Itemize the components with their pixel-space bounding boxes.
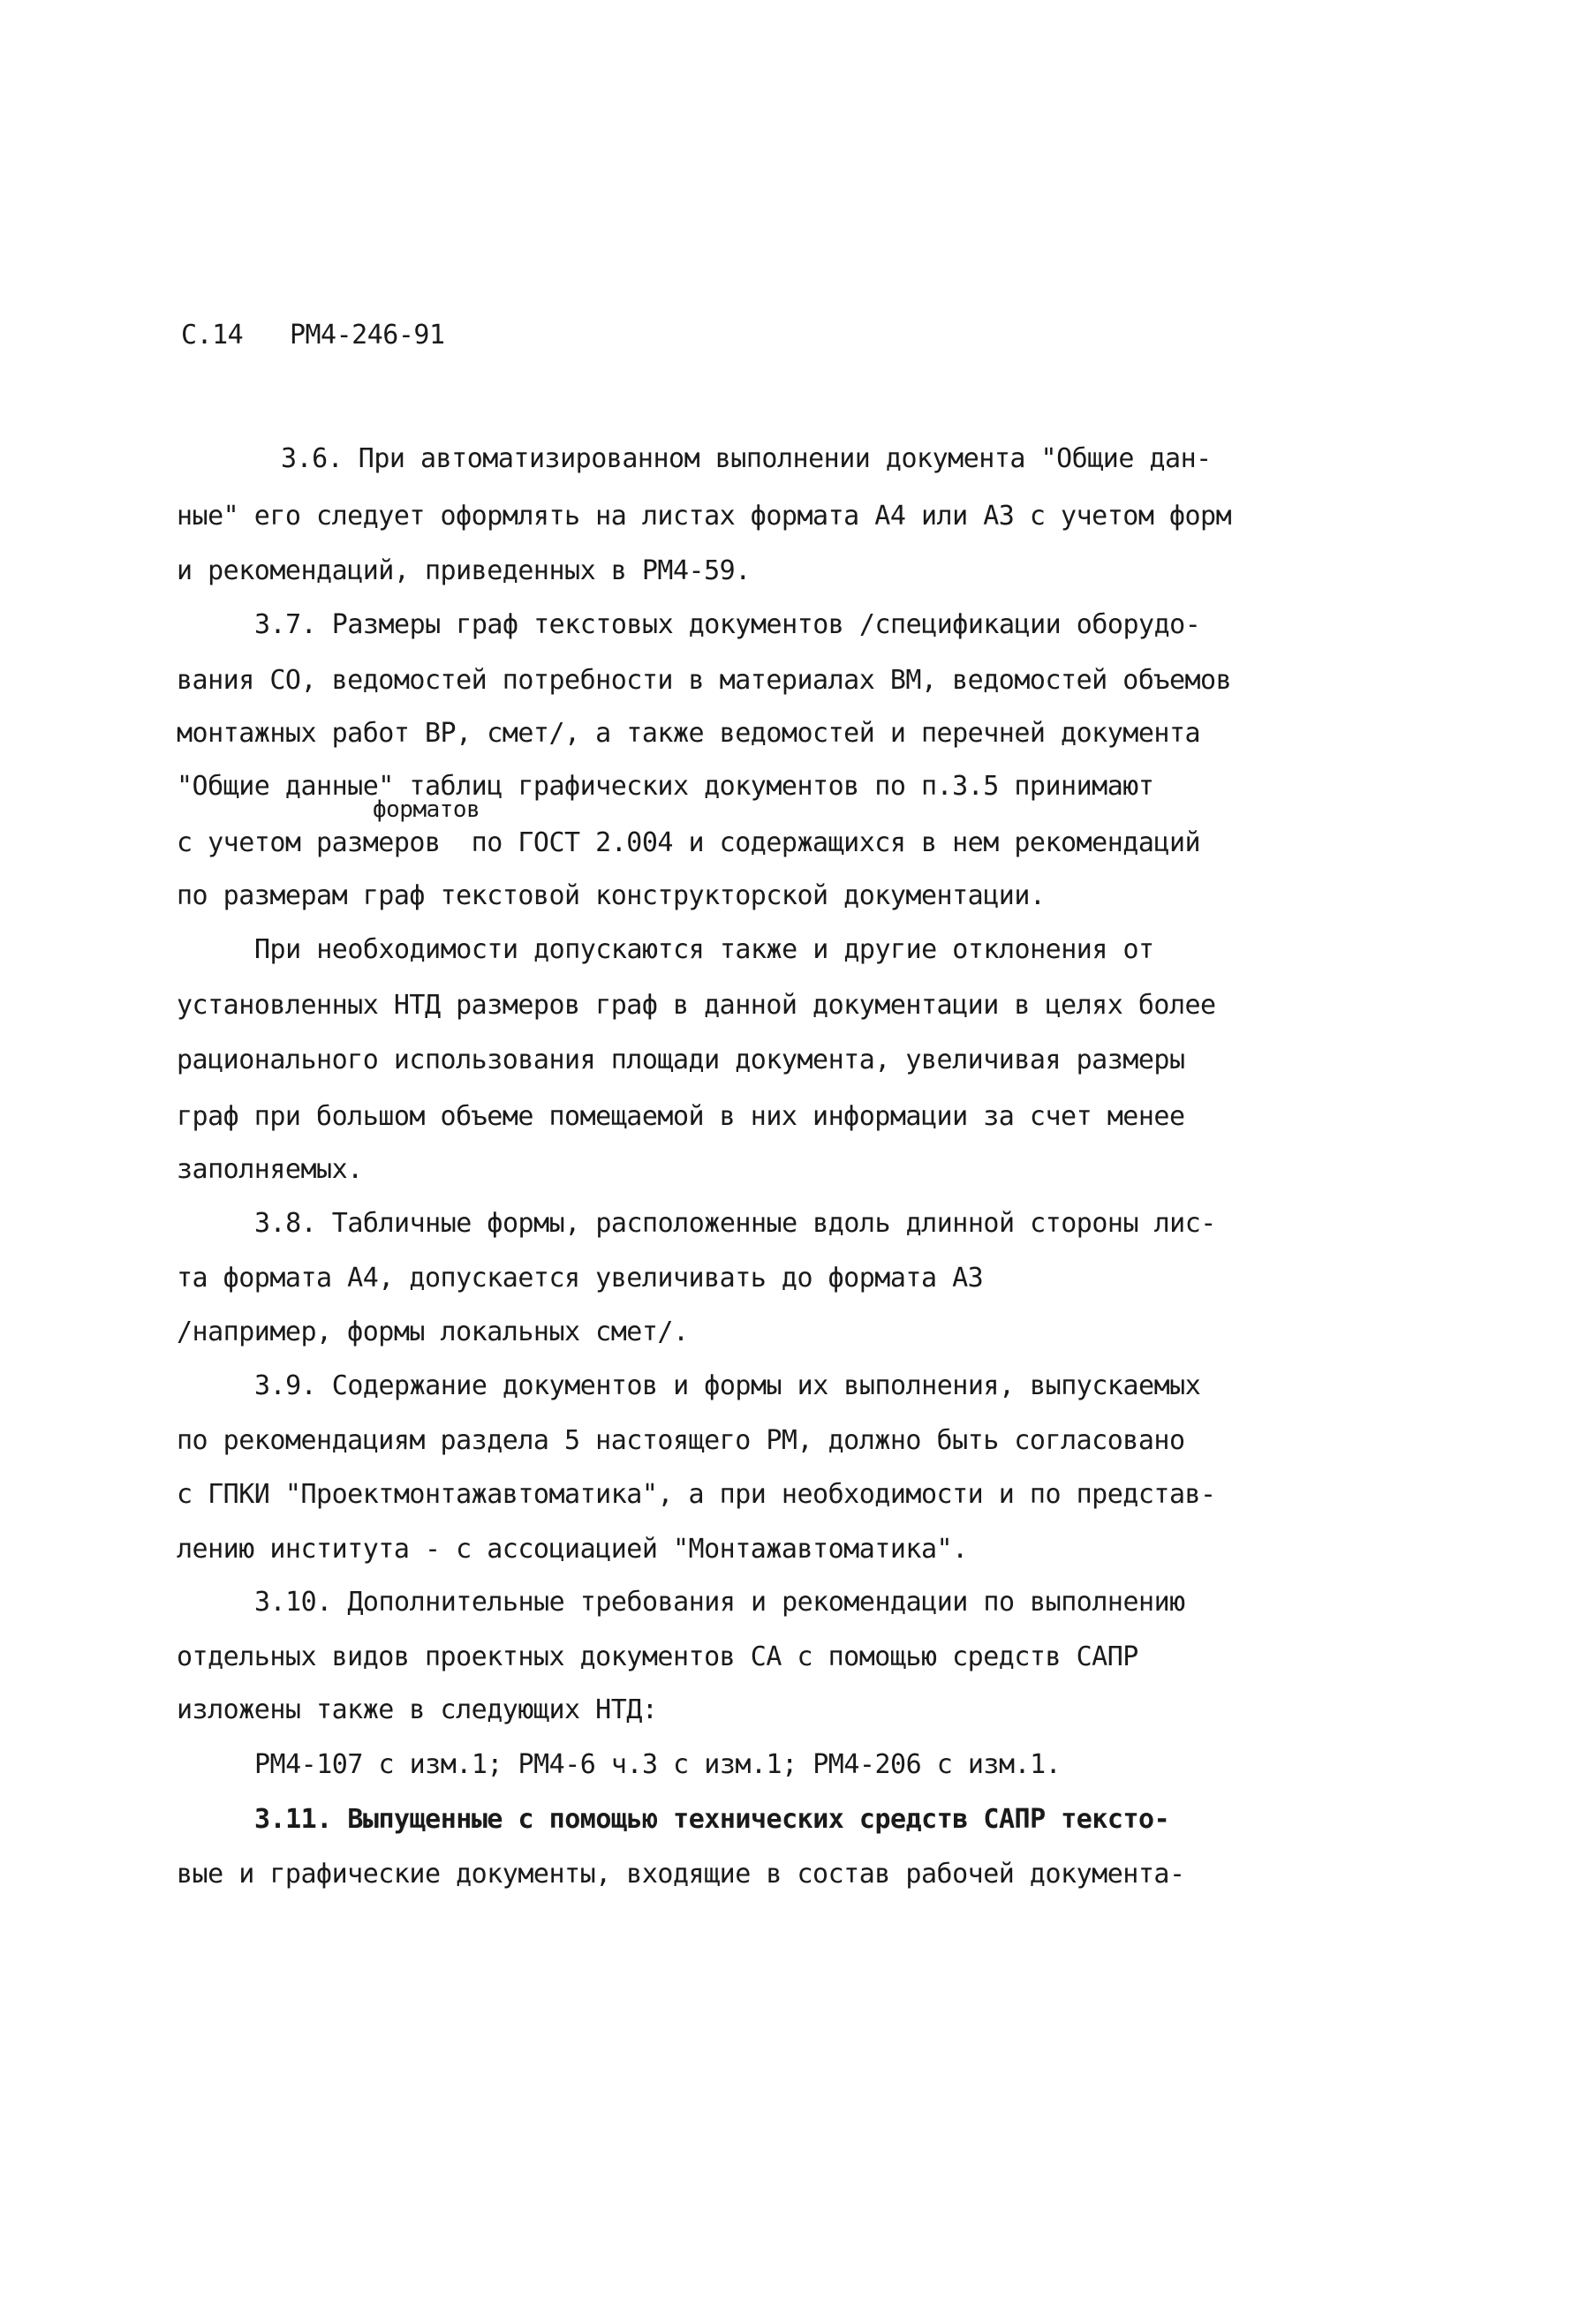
- text-line: 3.9. Содержание документов и формы их выполнения, выпускаемых: [254, 1370, 1201, 1401]
- text-line: вые и графические документы, входящие в состав рабочей документа-: [177, 1859, 1185, 1890]
- text-line: с ГПКИ "Проектмонтажавтоматика", а при необходимости и по представ-: [177, 1479, 1216, 1510]
- text-line: "Общие данные" таблиц графических документов по п.3.5 принимают: [177, 771, 1154, 802]
- text-line: с учетом размеров по ГОСТ 2.004 и содержащихся в нем рекомендаций: [177, 827, 1201, 858]
- text-line: /например, формы локальных смет/.: [177, 1317, 689, 1347]
- text-line: по рекомендациям раздела 5 настоящего РМ, должно быть согласовано: [177, 1425, 1185, 1456]
- text-line: монтажных работ ВР, смет/, а также ведомостей и перечней документа: [177, 718, 1201, 749]
- text-line: лению института - с ассоциацией "Монтажавтоматика".: [177, 1534, 968, 1565]
- text-line: При необходимости допускаются также и другие отклонения от: [254, 934, 1154, 965]
- page-number: С.14: [181, 320, 244, 351]
- text-line: и рекомендаций, приведенных в РМ4-59.: [177, 555, 751, 586]
- text-line: рационального использования площади документа, увеличивая размеры: [177, 1045, 1185, 1075]
- page-header: [181, 320, 445, 351]
- text-line: ные" его следует оформлять на листах формата А4 или А3 с учетом форм: [177, 501, 1232, 532]
- handwritten-insertion: форматов: [373, 796, 480, 823]
- text-line: 3.10. Дополнительные требования и рекомендации по выполнению: [254, 1587, 1185, 1618]
- text-line: заполняемых.: [177, 1154, 363, 1185]
- text-line: 3.6. При автоматизированном выполнении документа "Общие дан-: [281, 443, 1212, 474]
- text-line: та формата А4, допускается увеличивать до формата А3: [177, 1263, 984, 1294]
- document-code: РМ4-246-91: [289, 320, 445, 351]
- text-line: 3.11. Выпущенные с помощью технических средств САПР тексто-: [254, 1804, 1170, 1835]
- text-line: граф при большом объеме помещаемой в них информации за счет менее: [177, 1101, 1185, 1132]
- text-line: установленных НТД размеров граф в данной документации в целях более: [177, 990, 1216, 1021]
- text-line: отдельных видов проектных документов СА с помощью средств САПР: [177, 1641, 1138, 1672]
- text-line: по размерам граф текстовой конструкторской документации.: [177, 880, 1046, 911]
- text-line: 3.7. Размеры граф текстовых документов /спецификации оборудо-: [254, 609, 1201, 640]
- text-line: изложены также в следующих НТД:: [177, 1694, 658, 1725]
- text-line: вания СО, ведомостей потребности в материалах ВМ, ведомостей объемов: [177, 665, 1232, 696]
- text-line: 3.8. Табличные формы, расположенные вдоль длинной стороны лис-: [254, 1208, 1216, 1239]
- text-line: РМ4-107 с изм.1; РМ4-6 ч.3 с изм.1; РМ4-206 с изм.1.: [254, 1749, 1062, 1780]
